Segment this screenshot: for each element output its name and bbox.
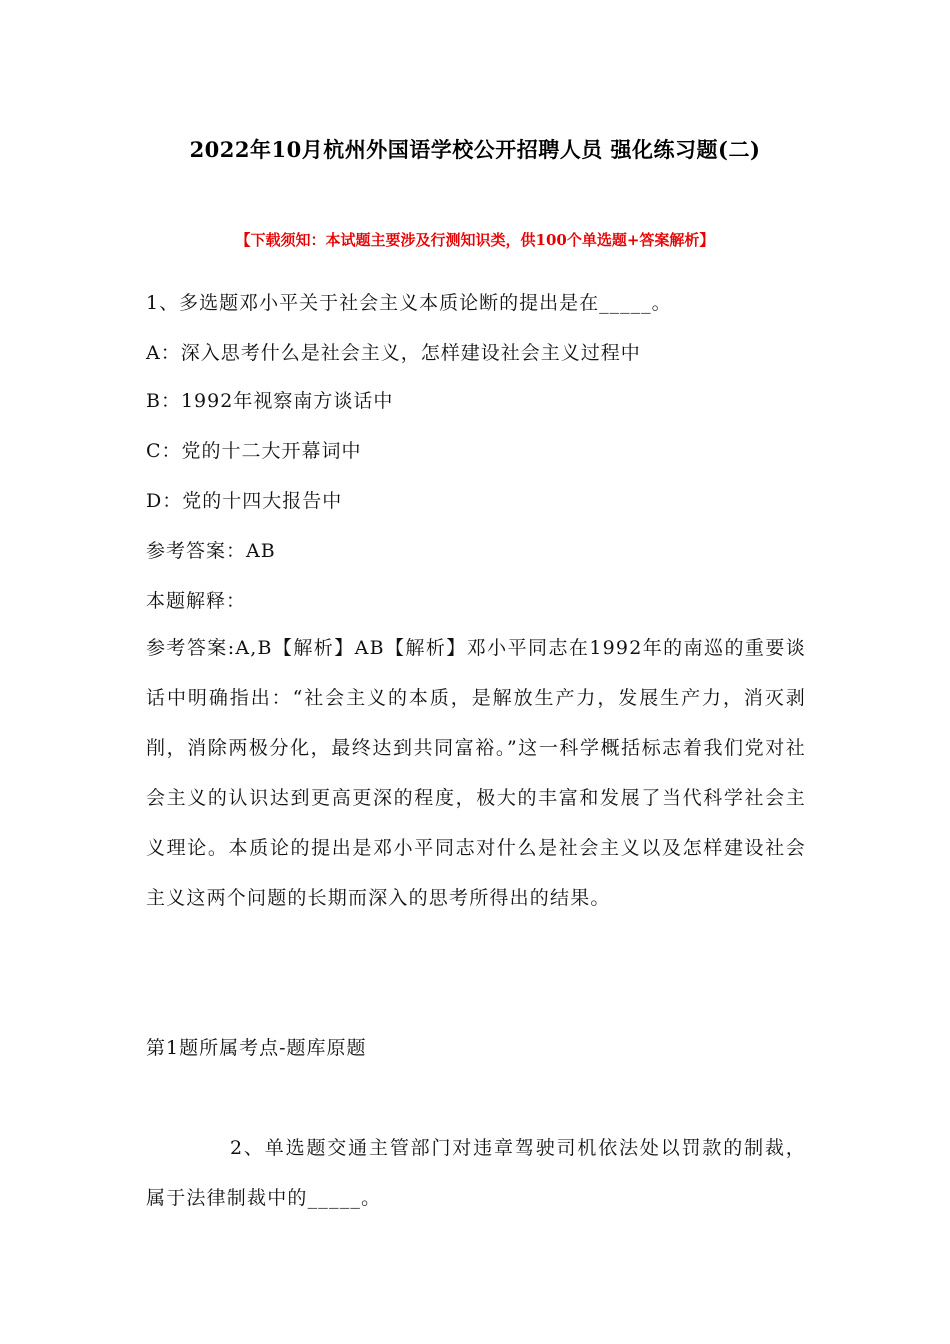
question-1-option-c: C：党的十二大开幕词中	[146, 440, 362, 462]
question-1-source: 第1题所属考点-题库原题	[146, 1037, 367, 1059]
question-1-option-b: B：1992年视察南方谈话中	[146, 390, 394, 412]
question-1-answer: 参考答案：AB	[146, 540, 276, 562]
question-1-stem: 1、多选题邓小平关于社会主义本质论断的提出是在_____。	[146, 292, 672, 314]
question-1-explanation: 参考答案:A,B【解析】AB【解析】邓小平同志在1992年的南巡的重要谈话中明确指出：“社会主义的本质，是解放生产力，发展生产力，消灭剥削，消除两极分化，最终达到共同富裕。”这一科学概括标志着我们党对社会主义的认识达到更高更深的程度，极大的丰富和发展了当代科学社会主义理论。本质论的提出是邓小平同志对什么是社会主义以及怎样建设社会主义这两个问题的长期而深入的思考所得出的结果。	[146, 637, 806, 909]
question-1-explanation-label: 本题解释：	[146, 590, 247, 612]
question-1-option-d: D：党的十四大报告中	[146, 490, 343, 512]
document-title: 2022年10月杭州外国语学校公开招聘人员 强化练习题(二)	[189, 137, 761, 162]
download-notice: 【下载须知：本试题主要涉及行测知识类，供100个单选题+答案解析】	[235, 231, 715, 249]
question-1-option-a: A：深入思考什么是社会主义，怎样建设社会主义过程中	[146, 342, 641, 364]
question-2-stem: 2、单选题交通主管部门对违章驾驶司机依法处以罚款的制裁，属于法律制裁中的_____。	[146, 1137, 806, 1209]
